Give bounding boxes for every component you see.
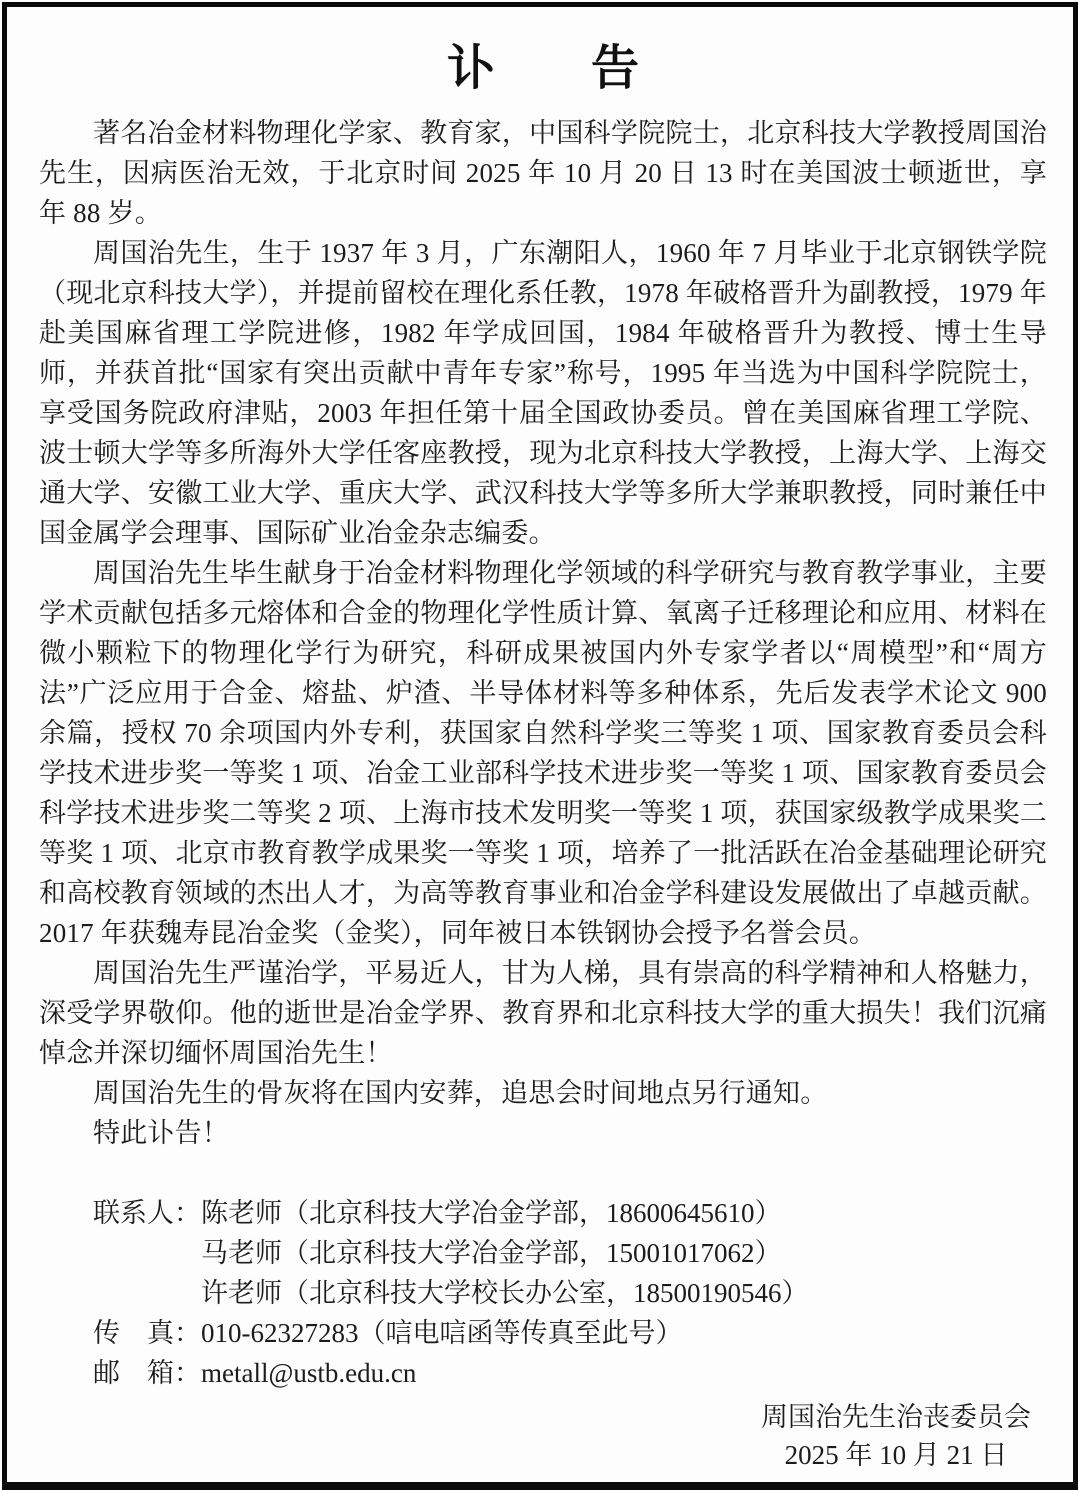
contact-person-line-1 bbox=[39, 1193, 1047, 1233]
contact-person-2: 马老师（北京科技大学冶金学部，15001017062） bbox=[201, 1238, 782, 1268]
contact-label: 联系人： bbox=[93, 1198, 201, 1228]
fax-number: 010-62327283（唁电唁函等传真至此号） bbox=[201, 1318, 683, 1348]
signature-committee: 周国治先生治丧委员会 bbox=[761, 1402, 1031, 1432]
fax-line bbox=[39, 1313, 1047, 1353]
contact-info-block bbox=[39, 1193, 1047, 1393]
paragraph-achievements: 周国治先生毕生献身于冶金材料物理化学领域的科学研究与教育教学事业，主要学术贡献包括多元熔体和合金的物理化学性质计算、氧离子迁移理论和应用、材料在微小颗粒下的物理化学行为研究，科研成果被国内外专家学者以“周模型”和“周方法”广泛应用于合金、熔盐、炉渣、半导体材料等多种体系，先后发表学术论文 900 余篇，授权 70 余项国内外专利，获国家自然科学奖三等奖 1 项、国家教育委员会科学技术进步奖一等奖 1 项、冶金工业部科学技术进步奖一等奖 1 项、国家教育委员会科学技术进步奖二等奖 2 项、上海市技术发明奖一等奖 1 项，获国家级教学成果奖二等奖 1 项、北京市教育教学成果奖一等奖 1 项，培养了一批活跃在冶金基础理论研究和高校教育领域的杰出人才，为高等教育事业和冶金学科建设发展做出了卓越贡献。2017 年获魏寿昆冶金奖（金奖），同年被日本铁钢协会授予名誉会员。 bbox=[39, 558, 1047, 948]
email-address: metall@ustb.edu.cn bbox=[201, 1358, 417, 1388]
contact-person-1: 陈老师（北京科技大学冶金学部，18600645610） bbox=[201, 1198, 782, 1228]
paragraph-burial-notice: 周国治先生的骨灰将在国内安葬，追思会时间地点另行通知。 bbox=[93, 1078, 828, 1108]
signature-block bbox=[761, 1398, 1031, 1474]
obituary-body bbox=[39, 113, 1047, 1153]
email-line bbox=[39, 1353, 1047, 1393]
email-label: 邮 箱： bbox=[93, 1358, 201, 1388]
fax-label: 传 真： bbox=[93, 1318, 201, 1348]
paragraph-biography: 周国治先生，生于 1937 年 3 月，广东潮阳人，1960 年 7 月毕业于北京钢铁学院（现北京科技大学），并提前留校在理化系任教，1978 年破格晋升为副教授，1979 年赴美国麻省理工学院进修，1982 年学成回国，1984 年破格晋升为教授、博士生导师，并获首批“国家有突出贡献中青年专家”称号，1995 年当选为中国科学院院士，享受国务院政府津贴，2003 年担任第十届全国政协委员。曾在美国麻省理工学院、波士顿大学等多所海外大学任客座教授，现为北京科技大学教授，上海大学、上海交通大学、安徽工业大学、重庆大学、武汉科技大学等多所大学兼职教授，同时兼任中国金属学会理事、国际矿业冶金杂志编委。 bbox=[39, 238, 1047, 548]
signature-date: 2025 年 10 月 21 日 bbox=[784, 1440, 1008, 1470]
paragraph-closing: 特此讣告！ bbox=[93, 1118, 229, 1148]
document-title: 讣 告 bbox=[446, 42, 639, 95]
contact-person-line-3 bbox=[39, 1273, 1047, 1313]
obituary-document-page bbox=[2, 2, 1078, 1490]
contact-person-3: 许老师（北京科技大学校长办公室，18500190546） bbox=[201, 1278, 809, 1308]
paragraph-tribute: 周国治先生严谨治学，平易近人，甘为人梯，具有崇高的科学精神和人格魅力，深受学界敬仰。他的逝世是冶金学界、教育界和北京科技大学的重大损失！我们沉痛悼念并深切缅怀周国治先生！ bbox=[39, 958, 1047, 1068]
contact-person-line-2 bbox=[39, 1233, 1047, 1273]
paragraph-death-announcement: 著名冶金材料物理化学家、教育家，中国科学院院士，北京科技大学教授周国治先生，因病医治无效，于北京时间 2025 年 10 月 20 日 13 时在美国波士顿逝世，享年 88 岁。 bbox=[39, 118, 1047, 228]
